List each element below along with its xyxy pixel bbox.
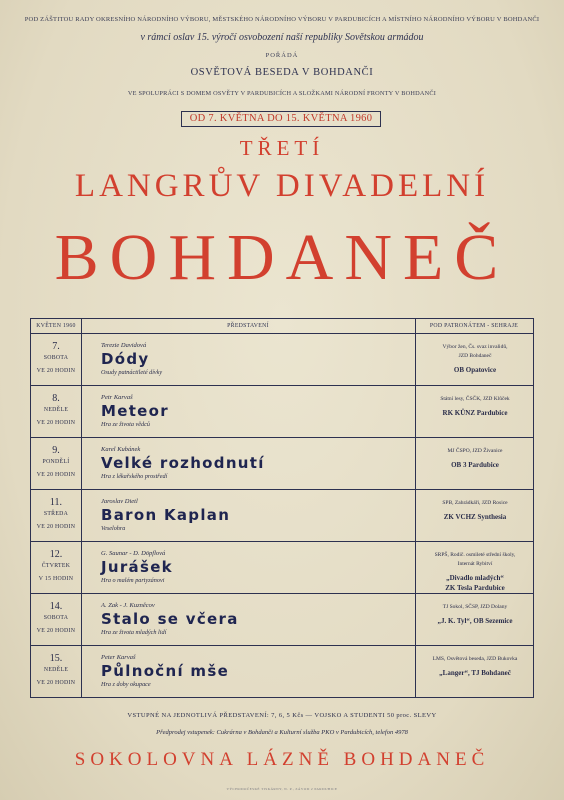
play-cell — [101, 645, 411, 688]
play-subtitle: Hra ze života vědců — [101, 421, 150, 428]
patron-organizations: LMS, Osvětová beseda, JZD Bukovka — [432, 656, 518, 662]
date-cell — [31, 541, 81, 582]
weekday: NEDĚLE — [43, 407, 69, 413]
patron-cell — [417, 593, 533, 626]
patron-cell — [417, 645, 533, 678]
day-number: 15. — [49, 653, 63, 664]
title-ordinal: TŘETÍ — [239, 136, 325, 160]
patron-cell — [417, 385, 533, 418]
title-town: BOHDANEČ — [54, 221, 510, 294]
play-author: G. Saunar - D. Döpflová — [101, 550, 166, 557]
presale-info: Předprodej vstupenek: Cukrárna v Bohdanči a Kulturní služba PKO v Pardubicích, telefon 4978 — [156, 729, 408, 736]
show-time: VE 20 HODIN — [36, 524, 76, 530]
date-cell — [31, 333, 81, 374]
patron-cell — [417, 489, 533, 522]
patron-organizations: Výbor žen, Čs. svaz invalidů, JZD Bohdaneč — [442, 344, 508, 359]
day-number: 9. — [52, 445, 60, 456]
col-header-patron: POD PATRONÁTEM - SEHRAJE — [429, 323, 519, 329]
play-author: Jaroslav Dietl — [101, 498, 138, 505]
program-row — [31, 593, 533, 645]
play-author: A. Zak - J. Kuzněcov — [101, 602, 155, 609]
performing-troupe: „Divadlo mladých“ ZK Tesla Pardubice — [445, 574, 505, 592]
date-cell — [31, 593, 81, 634]
organizes-label: POŘÁDÁ — [265, 52, 299, 59]
play-title: Dódy — [101, 350, 150, 368]
play-cell — [101, 333, 411, 376]
show-time: VE 20 HODIN — [36, 368, 76, 374]
weekday: PONDĚLÍ — [42, 459, 70, 465]
date-cell — [31, 437, 81, 478]
program-row — [31, 333, 533, 385]
play-subtitle: Hra z lékařského prostředí — [101, 473, 168, 480]
weekday: SOBOTA — [43, 615, 69, 621]
festival-dates: OD 7. KVĚTNA DO 15. KVĚTNA 1960 — [181, 111, 381, 127]
play-subtitle: Hra o malém partyzánovi — [101, 577, 165, 584]
cooperation-line: VE SPOLUPRÁCI S DOMEM OSVĚTY V PARDUBICÍCH A SLOŽKAMI NÁRODNÍ FRONTY V BOHDANČI — [127, 90, 437, 97]
play-cell — [101, 489, 411, 532]
play-author: Karel Kubánek — [101, 446, 141, 453]
date-cell — [31, 645, 81, 686]
play-author: Terezie Davidová — [101, 342, 147, 349]
show-time: VE 20 HODIN — [36, 472, 76, 478]
show-time: VE 20 HODIN — [36, 680, 76, 686]
show-time: VE 20 HODIN — [36, 628, 76, 634]
play-subtitle: Veselohra — [101, 525, 126, 532]
weekday: SOBOTA — [43, 355, 69, 361]
show-time: V 15 HODIN — [38, 576, 74, 582]
play-cell — [101, 593, 411, 636]
printer-imprint: VÝCHODOČESKÉ TISKÁRNY, N. P., ZÁVOD 2 PARDUBICE — [226, 787, 338, 791]
play-subtitle: Osudy patnáctileté dívky — [101, 369, 163, 376]
weekday: ČTVRTEK — [41, 563, 71, 569]
program-row — [31, 541, 533, 593]
col-header-play: PŘEDSTAVENÍ — [227, 323, 269, 329]
play-title: Půlnoční mše — [101, 662, 230, 680]
play-title: Meteor — [101, 402, 169, 420]
play-author: Peter Karvaš — [101, 654, 136, 661]
title-festival: LANGRŮV DIVADELNÍ — [74, 168, 490, 204]
program-row — [31, 385, 533, 437]
play-subtitle: Hra z doby okupace — [101, 681, 151, 688]
program-row — [31, 489, 533, 541]
patron-organizations: MJ ČSPO, JZD Živanice — [447, 448, 503, 454]
patronage-line: POD ZÁŠTITOU RADY OKRESNÍHO NÁRODNÍHO VÝBORU, MĚSTSKÉHO NÁRODNÍHO VÝBORU V PARDUBICÍCH A MÍSTNÍHO NÁRODNÍHO VÝBORU V BOHDANČI — [24, 16, 540, 23]
play-subtitle: Hra ze života mladých lidí — [101, 629, 167, 636]
performing-troupe: OB 3 Pardubice — [451, 461, 499, 469]
performing-troupe: „J. K. Tyl“, OB Sezemice — [437, 617, 513, 625]
program-row — [31, 437, 533, 489]
organizer-name: OSVĚTOVÁ BESEDA V BOHDANČI — [190, 67, 374, 78]
patron-cell — [417, 437, 533, 470]
performing-troupe: OB Opatovice — [453, 366, 497, 374]
performing-troupe: ZK VCHZ Synthesia — [443, 513, 507, 521]
date-cell — [31, 489, 81, 530]
date-cell — [31, 385, 81, 426]
patron-cell — [417, 541, 533, 593]
occasion-line: v rámci oslav 15. výročí osvobození naší republiky Sovětskou armádou — [140, 32, 424, 43]
show-time: VE 20 HODIN — [36, 420, 76, 426]
col-header-date: KVĚTEN 1960 — [36, 323, 76, 329]
ticket-prices: VSTUPNÉ NA JEDNOTLIVÁ PŘEDSTAVENÍ: 7, 6, 5 Kčs — VOJSKO A STUDENTI 50 proc. SLEVY — [127, 712, 437, 719]
performing-troupe: RK KŮNZ Pardubice — [442, 409, 508, 417]
play-title: Baron Kaplan — [101, 506, 231, 524]
performing-troupe: „Langer“, TJ Bohdaneč — [439, 669, 511, 677]
play-cell — [101, 437, 411, 480]
day-number: 8. — [52, 393, 60, 404]
program-table — [30, 318, 534, 698]
day-number: 14. — [49, 601, 63, 612]
venue-name: SOKOLOVNA LÁZNĚ BOHDANEČ — [74, 749, 490, 770]
day-number: 12. — [49, 549, 63, 560]
play-title: Velké rozhodnutí — [101, 454, 265, 472]
play-cell — [101, 541, 411, 584]
patron-organizations: Státní lesy, ČSČK, JZD Klůček — [440, 396, 510, 402]
play-title: Jurášek — [101, 558, 173, 576]
patron-organizations: TJ Sokol, SČSP, JZD Dolany — [442, 604, 508, 610]
patron-cell — [417, 333, 533, 375]
weekday: NEDĚLE — [43, 667, 69, 673]
play-cell — [101, 385, 411, 428]
play-title: Stalo se včera — [101, 610, 239, 628]
program-row — [31, 645, 533, 697]
patron-organizations: SPB, Zahrádkáři, JZD Rosice — [442, 500, 508, 506]
day-number: 7. — [52, 341, 60, 352]
weekday: STŘEDA — [43, 511, 69, 517]
play-author: Petr Karvaš — [101, 394, 133, 401]
patron-organizations: SRPŠ, Rodič. osmileté střední školy, Internát Rybitví — [434, 552, 516, 567]
day-number: 11. — [49, 497, 63, 508]
